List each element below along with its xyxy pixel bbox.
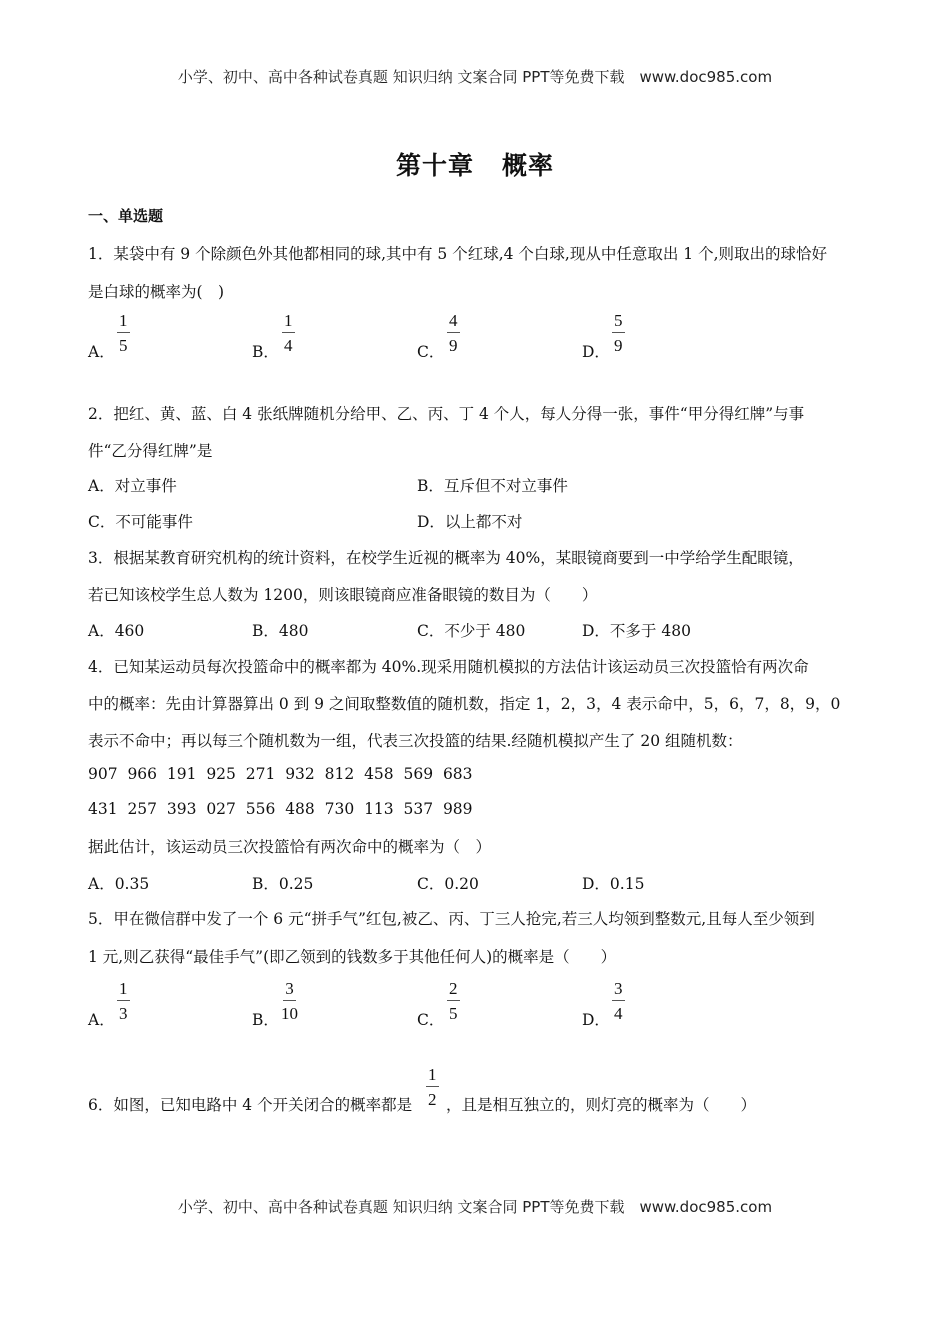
- fraction: $\frac{3}{4}$: [614, 979, 623, 1023]
- fraction: $\frac{5}{9}$: [614, 311, 623, 355]
- q2-option-d[interactable]: D．以上都不对: [417, 513, 523, 531]
- fraction: $\frac{1}{5}$: [119, 311, 128, 355]
- q4-random-numbers-row1: 907 966 191 925 271 932 812 458 569 683: [88, 765, 473, 783]
- q4-text-line3: 表示不命中；再以每三个随机数为一组，代表三次投篮的结果.经随机模拟产生了 20 组随机数：: [88, 732, 743, 750]
- q4-text-line2: 中的概率：先由计算器算出 0 到 9 之间取整数值的随机数，指定 1，2，3，4 表示命中，5，6，7，8，9，0: [88, 695, 841, 713]
- fraction: $\frac{3}{10}$: [281, 979, 298, 1023]
- page-title: [0, 146, 950, 182]
- q3-text-line2: 若已知该校学生总人数为 1200，则该眼镜商应准备眼镜的数目为（ ）: [88, 586, 598, 604]
- page-header: 小学、初中、高中各种试卷真题 知识归纳 文案合同 PPT等免费下载 www.doc985.com: [177, 68, 773, 86]
- fraction: $\frac{1}{3}$: [119, 979, 128, 1023]
- q2-option-b[interactable]: B．互斥但不对立事件: [417, 477, 568, 495]
- q3-option-c[interactable]: C．不少于 480: [417, 622, 526, 640]
- q5-text-line2: 1 元,则乙获得“最佳手气”(即乙领到的钱数多于其他任何人)的概率是（ ）: [88, 948, 617, 966]
- q2-text-line1: 2．把红、黄、蓝、白 4 张纸牌随机分给甲、乙、丙、丁 4 个人，每人分得一张，事件“甲分得红牌”与事: [88, 405, 805, 423]
- q4-option-c[interactable]: C．0.20: [417, 875, 479, 893]
- page-footer: 小学、初中、高中各种试卷真题 知识归纳 文案合同 PPT等免费下载 www.doc985.com: [177, 1198, 773, 1216]
- q3-option-a[interactable]: A．460: [88, 622, 145, 640]
- q4-option-a[interactable]: A．0.35: [88, 875, 150, 893]
- q4-option-d[interactable]: D．0.15: [582, 875, 645, 893]
- fraction: $\frac{1}{4}$: [284, 311, 293, 355]
- fraction: $\frac{2}{5}$: [449, 979, 458, 1023]
- q4-text-line1: 4．已知某运动员每次投篮命中的概率都为 40%.现采用随机模拟的方法估计该运动员三次投篮恰有两次命: [88, 658, 809, 676]
- title-chapter: 第十章: [395, 151, 474, 180]
- q2-text-line2: 件“乙分得红牌”是: [88, 442, 213, 460]
- q3-text-line1: 3．根据某教育研究机构的统计资料，在校学生近视的概率为 40%，某眼镜商要到一中学给学生配眼镜，: [88, 549, 804, 567]
- q1-text-line2: 是白球的概率为( ): [88, 283, 225, 301]
- q4-text-line4: 据此估计，该运动员三次投篮恰有两次命中的概率为（ ）: [88, 838, 492, 856]
- q2-option-a[interactable]: A．对立事件: [88, 477, 177, 495]
- q6-text-after: ，且是相互独立的，则灯亮的概率为（ ）: [446, 1096, 757, 1114]
- q6-text-before: 6．如图，已知电路中 4 个开关闭合的概率都是: [88, 1096, 413, 1114]
- title-topic: 概率: [502, 151, 555, 180]
- section-heading: 一、单选题: [88, 207, 164, 225]
- q5-text-line1: 5．甲在微信群中发了一个 6 元“拼手气”红包,被乙、丙、丁三人抢完,若三人均领到整数元,且每人至少领到: [88, 910, 815, 928]
- q4-option-b[interactable]: B．0.25: [252, 875, 314, 893]
- fraction: $\frac{4}{9}$: [449, 311, 458, 355]
- q2-option-c[interactable]: C．不可能事件: [88, 513, 193, 531]
- q6-fraction: $\frac{1}{2}$: [428, 1065, 437, 1109]
- q3-option-d[interactable]: D．不多于 480: [582, 622, 691, 640]
- q4-random-numbers-row2: 431 257 393 027 556 488 730 113 537 989: [88, 800, 473, 818]
- q1-text-line1: 1．某袋中有 9 个除颜色外其他都相同的球,其中有 5 个红球,4 个白球,现从中任意取出 1 个,则取出的球恰好: [88, 245, 828, 263]
- q3-option-b[interactable]: B．480: [252, 622, 309, 640]
